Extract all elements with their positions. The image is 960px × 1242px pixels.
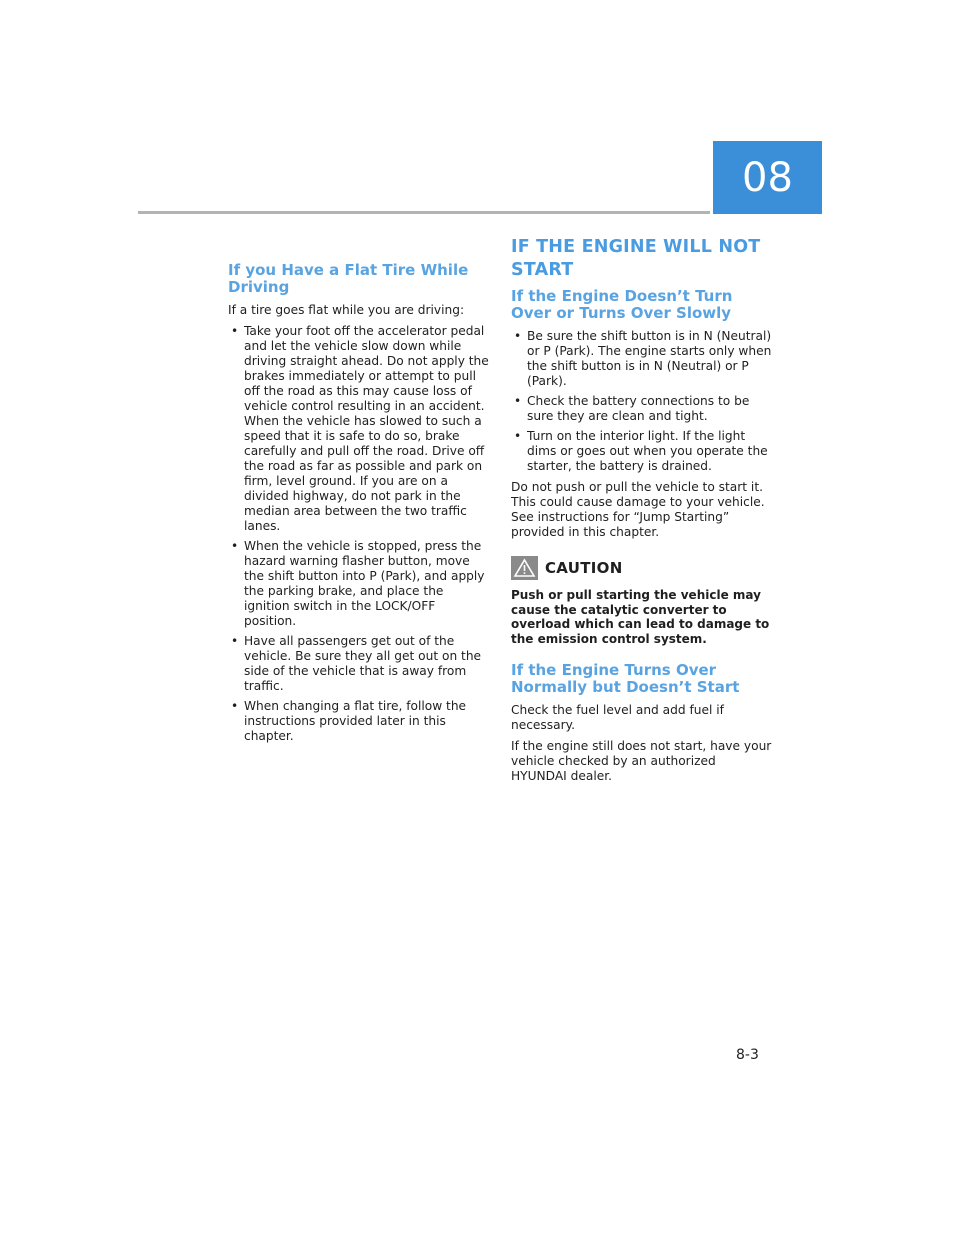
bullet-icon: • (514, 394, 522, 408)
list-item: • Check the battery connections to be sure they are clean and tight. (514, 394, 750, 423)
list-item: • Take your foot off the accelerator pedal and let the vehicle slow down while driving straight ahead. Do not apply the brakes immediately or attempt to pull off the road as this may cause loss of vehicle control resulting in an accident. When the vehicle has slowed to such a speed that it is safe to do so, brake carefully and pull off the road. Drive off the road as far as possible and park on firm, level ground. If you are on a divided highway, do not park in the median area between the two traffic lanes. (231, 324, 489, 533)
caution-text: Push or pull starting the vehicle may cause the catalytic converter to overload which can lead to damage to the emission control system. (511, 588, 770, 646)
engine-slow-heading: If the Engine Doesn’t Turn Over or Turns Over Slowly (511, 287, 733, 322)
left-column (228, 262, 490, 750)
list-item: • Be sure the shift button is in N (Neutral) or P (Park). The engine starts only when the shift button is in N (Neutral) or P (Park). (514, 329, 772, 388)
fuel-paragraph: Check the fuel level and add fuel if necessary. (511, 703, 724, 732)
bullet-icon: • (231, 699, 239, 713)
bullet-icon: • (514, 429, 522, 443)
chapter-tab: 08 (713, 141, 822, 214)
dealer-paragraph: If the engine still does not start, have your vehicle checked by an authorized HYUNDAI dealer. (511, 739, 772, 783)
page-number: 8-3 (736, 1047, 759, 1063)
push-start-paragraph: Do not push or pull the vehicle to start it. This could cause damage to your vehicle. See instructions for “Jump Starting” provided in this chapter. (511, 480, 765, 539)
header-rule (138, 211, 710, 214)
flat-tire-heading: If you Have a Flat Tire While Driving (228, 261, 469, 296)
engine-slow-list (511, 329, 773, 474)
caution-label: CAUTION (545, 559, 623, 577)
flat-tire-intro: If a tire goes flat while you are driving: (228, 303, 465, 317)
warning-triangle-icon (511, 556, 538, 580)
list-item: • When changing a flat tire, follow the instructions provided later in this chapter. (231, 699, 467, 743)
engine-no-start-heading: If the Engine Turns Over Normally but Doesn’t Start (511, 661, 740, 696)
bullet-icon: • (231, 324, 239, 338)
list-item: • When the vehicle is stopped, press the hazard warning flasher button, move the shift button into P (Park), and apply the parking brake, and place the ignition switch in the LOCK/OFF position. (231, 539, 485, 628)
bullet-icon: • (231, 539, 239, 553)
section-title: IF THE ENGINE WILL NOT START (511, 237, 761, 280)
flat-tire-list (228, 324, 490, 744)
right-column (511, 236, 773, 790)
bullet-icon: • (514, 329, 522, 343)
list-item: • Turn on the interior light. If the light dims or goes out when you operate the starter, the battery is drained. (514, 429, 768, 473)
caution-header (511, 556, 773, 580)
bullet-icon: • (231, 634, 239, 648)
list-item: • Have all passengers get out of the vehicle. Be sure they all get out on the side of the vehicle that is away from traffic. (231, 634, 482, 693)
